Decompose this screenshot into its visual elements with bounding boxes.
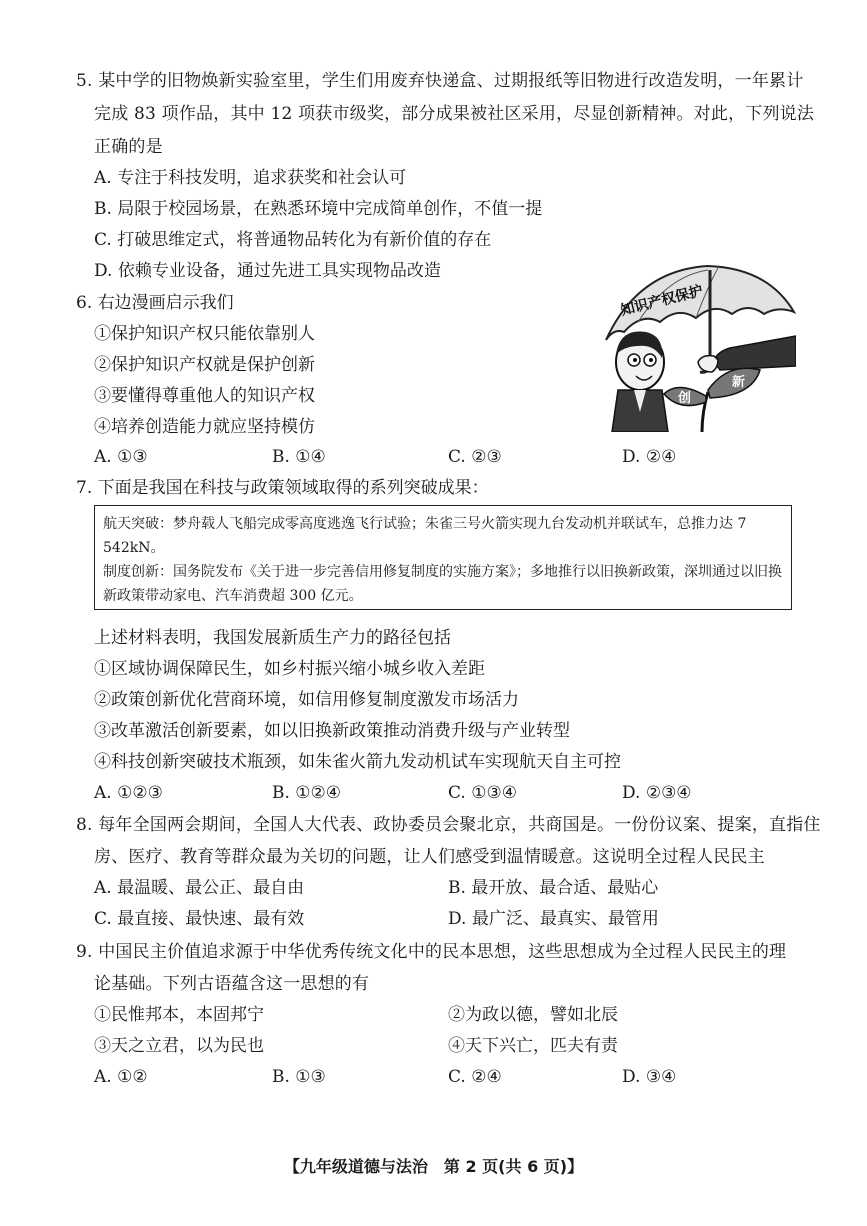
q5-stem-line-1: 5. 某中学的旧物焕新实验室里，学生们用废弃快递盒、过期报纸等旧物进行改造发明，一年累计: [76, 71, 804, 91]
q7-statement-2: ②政策创新优化营商环境，如信用修复制度激发市场活力: [94, 690, 519, 710]
ip-protection-cartoon: [598, 262, 796, 432]
q6-option-a[interactable]: A. ①③: [94, 447, 148, 467]
q8-option-c[interactable]: C. 最直接、最快速、最有效: [94, 909, 305, 929]
q9-option-b[interactable]: B. ①③: [272, 1067, 326, 1087]
q6-statement-1: ①保护知识产权只能依靠别人: [94, 324, 315, 344]
q9-stem-line-1: 9. 中国民主价值追求源于中华优秀传统文化中的民本思想，这些思想成为全过程人民民主的理: [76, 942, 787, 962]
q6-option-b[interactable]: B. ①④: [272, 447, 326, 467]
q6-statement-4: ④培养创造能力就应坚持模仿: [94, 417, 315, 437]
leaf-right-label: 新: [732, 375, 746, 390]
q7-statement-4: ④科技创新突破技术瓶颈，如朱雀火箭九发动机试车实现航天自主可控: [94, 752, 621, 772]
q5-option-a[interactable]: A. 专注于科技发明，追求获奖和社会认可: [94, 168, 407, 188]
q7-material-aerospace: 航天突破：梦舟载人飞船完成零高度逃逸飞行试验；朱雀三号火箭实现九台发动机并联试车，总推力达 7 542kN。: [103, 516, 747, 556]
q8-option-a[interactable]: A. 最温暖、最公正、最自由: [94, 878, 305, 898]
q5-option-d[interactable]: D. 依赖专业设备，通过先进工具实现物品改造: [94, 261, 441, 281]
q7-option-d[interactable]: D. ②③④: [622, 783, 692, 803]
q5-stem-line-3: 正确的是: [94, 137, 163, 157]
q9-option-d[interactable]: D. ③④: [622, 1067, 677, 1087]
q5-option-b[interactable]: B. 局限于校园场景，在熟悉环境中完成简单创作，不值一提: [94, 199, 543, 219]
q6-option-c[interactable]: C. ②③: [448, 447, 502, 467]
q9-statement-4: ④天下兴亡，匹夫有责: [448, 1036, 618, 1056]
q8-stem-line-2: 房、医疗、教育等群众最为关切的问题，让人们感受到温情暖意。这说明全过程人民民主: [94, 847, 765, 867]
q7-stem: 7. 下面是我国在科技与政策领域取得的系列突破成果：: [76, 478, 489, 498]
q9-statement-1: ①民惟邦本，本固邦宁: [94, 1005, 264, 1025]
q6-statement-3: ③要懂得尊重他人的知识产权: [94, 386, 315, 406]
q7-materials-box: [94, 505, 792, 610]
q9-option-a[interactable]: A. ①②: [94, 1067, 148, 1087]
q9-stem-line-2: 论基础。下列古语蕴含这一思想的有: [94, 974, 370, 994]
q7-statement-3: ③改革激活创新要素，如以旧换新政策推动消费升级与产业转型: [94, 721, 570, 741]
q6-option-d[interactable]: D. ②④: [622, 447, 677, 467]
q9-statement-2: ②为政以德，譬如北辰: [448, 1005, 618, 1025]
q7-question: 上述材料表明，我国发展新质生产力的路径包括: [94, 628, 451, 648]
q7-option-c[interactable]: C. ①③④: [448, 783, 517, 803]
q8-option-d[interactable]: D. 最广泛、最真实、最管用: [448, 909, 659, 929]
q9-statement-3: ③天之立君，以为民也: [94, 1036, 264, 1056]
q6-statement-2: ②保护知识产权就是保护创新: [94, 355, 315, 375]
q6-stem: 6. 右边漫画启示我们: [76, 293, 234, 313]
q7-material-policy: 制度创新：国务院发布《关于进一步完善信用修复制度的实施方案》；多地推行以旧换新政策，深圳通过以旧换新政策带动家电、汽车消费超 300 亿元。: [103, 564, 782, 604]
q8-option-b[interactable]: B. 最开放、最合适、最贴心: [448, 878, 659, 898]
q9-option-c[interactable]: C. ②④: [448, 1067, 502, 1087]
q7-statement-1: ①区域协调保障民生，如乡村振兴缩小城乡收入差距: [94, 659, 485, 679]
q5-option-c[interactable]: C. 打破思维定式，将普通物品转化为有新价值的存在: [94, 230, 492, 250]
q7-option-a[interactable]: A. ①②③: [94, 783, 163, 803]
q8-stem-line-1: 8. 每年全国两会期间，全国人大代表、政协委员会聚北京，共商国是。一份份议案、提案，直指住: [76, 815, 821, 835]
leaf-left-label: 创: [678, 391, 692, 406]
q5-stem-line-2: 完成 83 项作品，其中 12 项获市级奖，部分成果被社区采用，尽显创新精神。对此，下列说法: [94, 104, 815, 124]
q7-option-b[interactable]: B. ①②④: [272, 783, 342, 803]
umbrella-label: 知识产权保护: [619, 283, 705, 319]
page-footer: 【九年级道德与法治 第 2 页(共 6 页)】: [283, 1157, 584, 1176]
